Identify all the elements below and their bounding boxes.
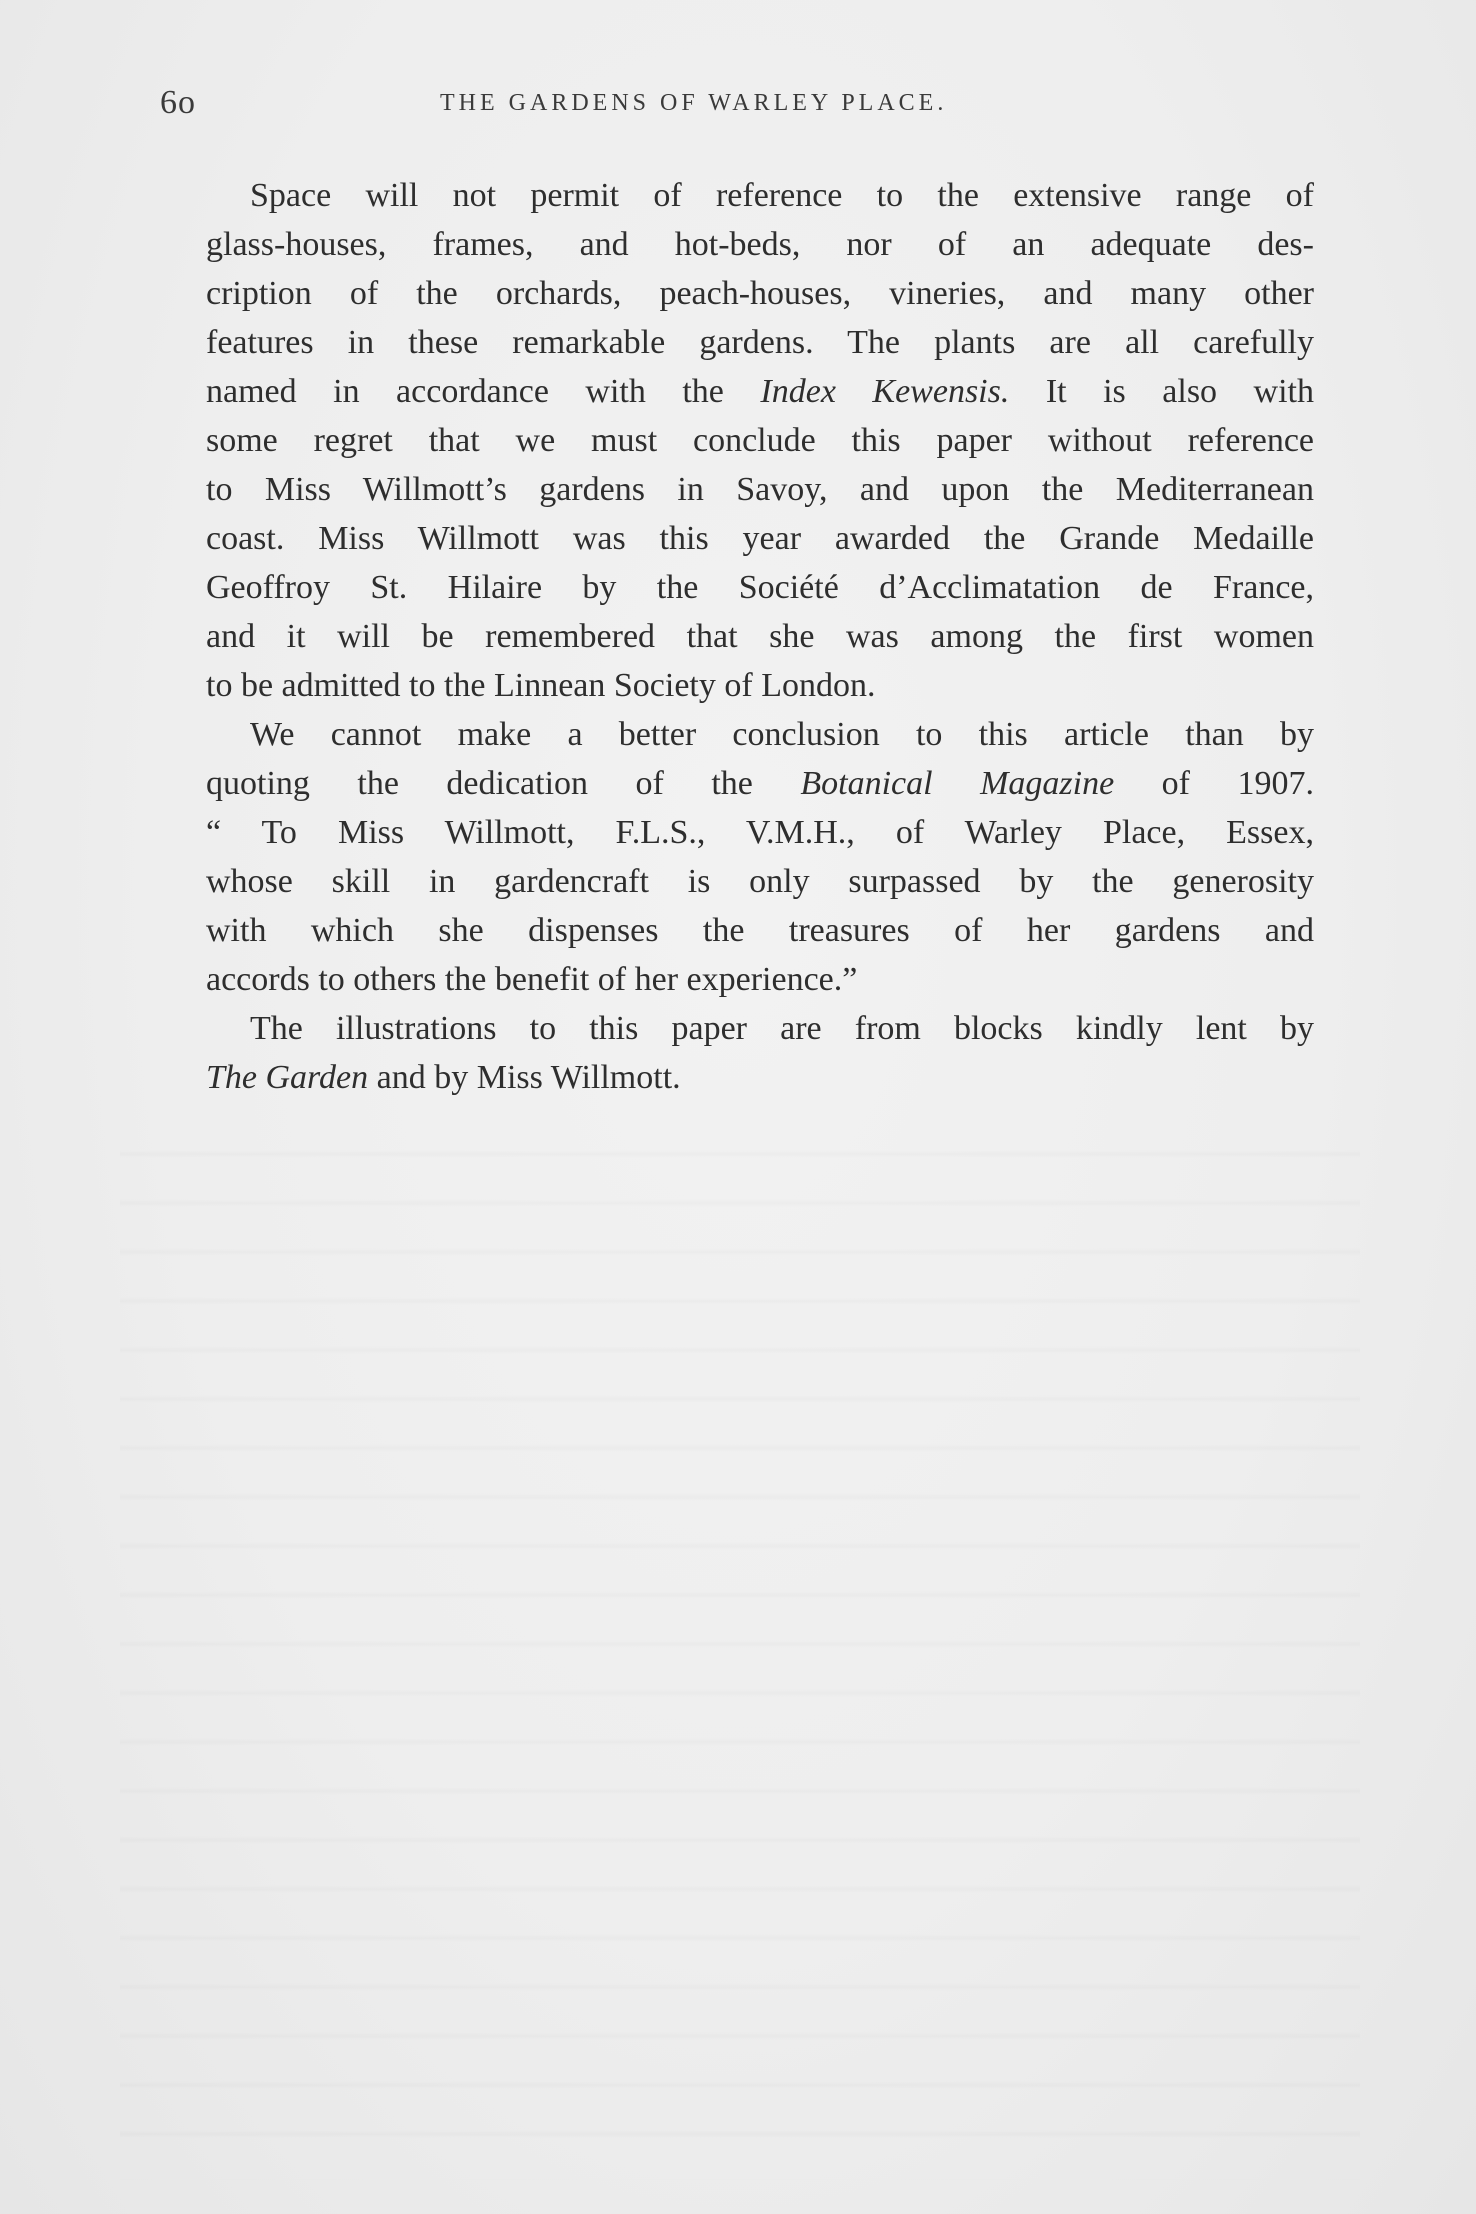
italic-title-index-kewensis: Index Kewensis. [760, 373, 1010, 410]
text-line: The illustrations to this paper are from blocks kindly lent by [250, 1010, 1314, 1047]
text-segment: named in accordance with the [206, 373, 761, 410]
body-text [162, 171, 1314, 1102]
text-line: cription of the orchards, peach-houses, vineries, and many other [206, 275, 1314, 312]
text-line: Geoffroy St. Hilaire by the Société d’Acclimatation de France, [206, 569, 1314, 606]
text-line: Space will not permit of reference to the extensive range of [250, 177, 1314, 214]
text-line: accords to others the benefit of her experience.” [206, 961, 858, 998]
text-line-with-italic [162, 1053, 1314, 1102]
text-line: with which she dispenses the treasures of her gardens and [206, 912, 1314, 949]
text-line: to be admitted to the Linnean Society of London. [206, 667, 876, 704]
text-segment: quoting the dedication of the [206, 765, 801, 802]
text-line: features in these remarkable gardens. The plants are all carefully [206, 324, 1314, 361]
paragraph-3 [162, 1004, 1314, 1102]
text-line: whose skill in gardencraft is only surpassed by the generosity [206, 863, 1314, 900]
text-line: and it will be remembered that she was among the first women [206, 618, 1314, 655]
text-segment: of 1907. [1114, 765, 1315, 802]
page-number: 6o [160, 84, 196, 121]
show-through-texture [120, 1120, 1360, 2180]
paragraph-2 [162, 710, 1314, 1004]
text-line: We cannot make a better conclusion to this article than by [250, 716, 1314, 753]
text-line-with-italic [162, 367, 1314, 416]
running-title: THE GARDENS OF WARLEY PLACE. [440, 90, 948, 116]
italic-title-the-garden: The Garden [206, 1059, 369, 1096]
text-line: some regret that we must conclude this paper without reference [206, 422, 1314, 459]
text-line: coast. Miss Willmott was this year awarded the Grande Medaille [206, 520, 1314, 557]
running-head [160, 84, 1315, 134]
text-line-with-italic [162, 759, 1314, 808]
text-segment: It is also with [1009, 373, 1314, 410]
paragraph-1 [162, 171, 1314, 710]
italic-title-botanical-magazine: Botanical Magazine [800, 765, 1115, 802]
text-line: to Miss Willmott’s gardens in Savoy, and upon the Mediterranean [206, 471, 1314, 508]
text-line: glass-houses, frames, and hot-beds, nor of an adequate des- [206, 226, 1314, 263]
text-line: “ To Miss Willmott, F.L.S., V.M.H., of Warley Place, Essex, [206, 814, 1314, 851]
text-segment: and by Miss Willmott. [368, 1059, 681, 1096]
